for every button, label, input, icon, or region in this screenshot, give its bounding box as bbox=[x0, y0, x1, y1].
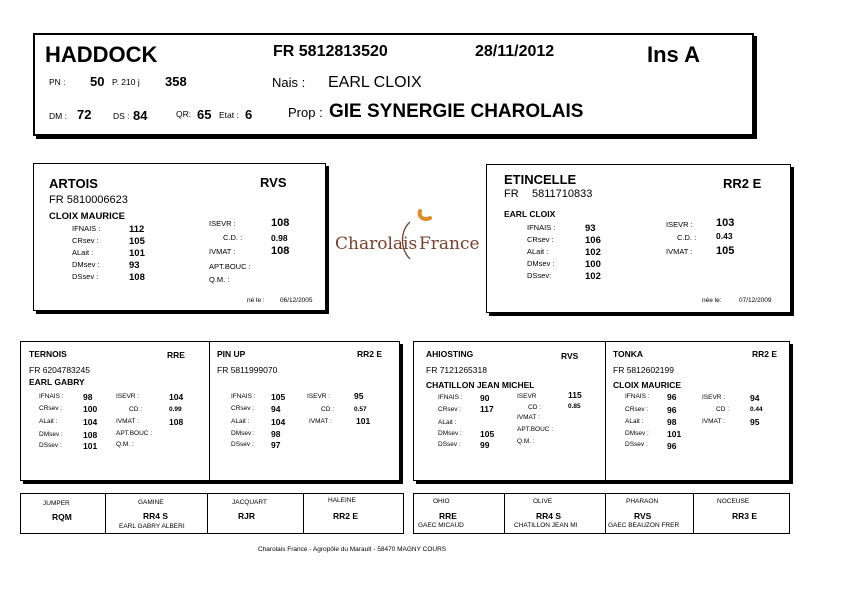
gp-ivmat-value: 101 bbox=[356, 416, 371, 426]
qr-value: 65 bbox=[197, 107, 212, 122]
gp-ifnais-value: 96 bbox=[667, 392, 677, 402]
gp-cd-value: 0.99 bbox=[169, 406, 182, 413]
etat-value: 6 bbox=[245, 107, 253, 122]
gp-cd-value: 0.85 bbox=[568, 403, 581, 410]
dam-name: ETINCELLE bbox=[504, 172, 577, 187]
gp-ifnais-value: 98 bbox=[83, 392, 93, 402]
gp-id: FR 5812602199 bbox=[613, 365, 674, 375]
animal-name: HADDOCK bbox=[45, 42, 158, 67]
gp-isevr-label: ISEVR : bbox=[116, 393, 140, 400]
gp-isevr-label: ISEVR bbox=[517, 393, 537, 400]
gp-name: TERNOIS bbox=[29, 349, 67, 359]
gp-isevr-value: 95 bbox=[354, 391, 364, 401]
gp-cd-value: 0.44 bbox=[750, 406, 763, 413]
sire-dmsev-value: 93 bbox=[129, 260, 140, 271]
dam-ifnais-value: 93 bbox=[585, 223, 596, 234]
gp-ifnais-value: 90 bbox=[480, 393, 490, 403]
gp-cd-value: 0.57 bbox=[354, 406, 367, 413]
gp-dmsev-value: 101 bbox=[667, 429, 682, 439]
dam-dssev-label: DSsev: bbox=[527, 271, 552, 280]
ggp-name: JUMPER bbox=[43, 500, 70, 507]
gp-owner: EARL GABRY bbox=[29, 377, 85, 387]
ggp-divider bbox=[693, 494, 694, 533]
dam-crsev-label: CRsev : bbox=[527, 235, 554, 244]
ggp-owner: GAEC MICAUD bbox=[418, 522, 464, 529]
gp-dssev-label: DSsev : bbox=[39, 442, 62, 449]
ggp-divider bbox=[105, 494, 106, 533]
sire-cd-label: C.D. : bbox=[223, 233, 243, 242]
gp-id: FR 7121265318 bbox=[426, 365, 487, 375]
dam-born-date: 07/12/2009 bbox=[739, 297, 772, 304]
ds-value: 84 bbox=[133, 108, 148, 123]
dam-born-label: née le: bbox=[702, 297, 722, 304]
gp-qm-label: Q.M. : bbox=[517, 438, 535, 445]
sire-crsev-label: CRsev : bbox=[72, 236, 99, 245]
gp-isevr-label: ISEVR : bbox=[307, 393, 331, 400]
gp-ivmat-value: 95 bbox=[750, 417, 760, 427]
ggp-owner: CHATILLON JEAN MI bbox=[514, 522, 578, 529]
gp-cd-label: CD : bbox=[129, 406, 142, 413]
gp-crsev-label: CRsev : bbox=[625, 406, 649, 413]
sire-crsev-value: 105 bbox=[129, 236, 145, 247]
gp-code: RRE bbox=[167, 350, 185, 360]
ggp-row-left bbox=[20, 493, 404, 534]
gp-crsev-value: 96 bbox=[667, 405, 677, 415]
dam-dmsev-label: DMsev : bbox=[527, 259, 555, 268]
gp-divider bbox=[605, 342, 606, 480]
gp-dmsev-label: DMsev : bbox=[39, 431, 63, 438]
gp-cd-label: CD : bbox=[716, 406, 729, 413]
ggp-name: OHIO bbox=[433, 498, 450, 505]
grandparents-sire-side bbox=[20, 341, 400, 481]
etat-label: Etat : bbox=[219, 110, 239, 120]
gp-alait-value: 104 bbox=[271, 417, 286, 427]
nais-label: Nais : bbox=[272, 75, 306, 90]
gp-ifnais-label: IFNAIS : bbox=[39, 393, 64, 400]
gp-crsev-value: 117 bbox=[480, 404, 494, 414]
p210-value: 358 bbox=[165, 74, 187, 89]
gp-dssev-value: 96 bbox=[667, 441, 677, 451]
dam-dssev-value: 102 bbox=[585, 271, 601, 282]
dam-isevr-label: ISEVR : bbox=[666, 220, 693, 229]
gp-isevr-value: 115 bbox=[568, 390, 582, 400]
gp-ivmat-label: IVMAT : bbox=[702, 418, 725, 425]
gp-code: RR2 E bbox=[357, 349, 383, 359]
dam-alait-label: ALait : bbox=[527, 247, 549, 256]
sire-dssev-label: DSsev : bbox=[72, 272, 99, 281]
dam-box bbox=[486, 164, 791, 313]
gp-dssev-value: 99 bbox=[480, 440, 490, 450]
dam-owner: EARL CLOIX bbox=[504, 209, 556, 219]
gp-alait-label: ALait : bbox=[625, 418, 644, 425]
gp-alait-label: ALait : bbox=[438, 419, 457, 426]
gp-id: FR 6204783245 bbox=[29, 365, 90, 375]
sire-name: ARTOIS bbox=[49, 176, 98, 191]
ggp-name: HALEINE bbox=[328, 497, 356, 504]
logo-text-right: France bbox=[419, 234, 480, 254]
nais-value: EARL CLOIX bbox=[328, 74, 422, 91]
ggp-code: RR4 S bbox=[536, 511, 562, 521]
sire-alait-label: ALait : bbox=[72, 248, 94, 257]
gp-dmsev-label: DMsev : bbox=[438, 430, 462, 437]
grandparents-dam-side bbox=[413, 341, 790, 481]
dam-id-prefix: FR bbox=[504, 188, 519, 200]
sire-owner: CLOIX MAURICE bbox=[49, 211, 125, 222]
gp-ifnais-label: IFNAIS : bbox=[625, 393, 650, 400]
gp-alait-label: ALait : bbox=[231, 418, 250, 425]
ggp-code: RR3 E bbox=[732, 511, 758, 521]
sire-ivmat-value: 108 bbox=[271, 245, 290, 257]
animal-date: 28/11/2012 bbox=[475, 43, 555, 60]
sire-dmsev-label: DMsev : bbox=[72, 260, 100, 269]
gp-dmsev-value: 108 bbox=[83, 430, 98, 440]
sire-isevr-value: 108 bbox=[271, 217, 290, 229]
sire-dssev-value: 108 bbox=[129, 272, 145, 283]
inscription-badge: Ins A bbox=[647, 42, 700, 67]
gp-cd-label: CD : bbox=[528, 404, 541, 411]
dam-alait-value: 102 bbox=[585, 247, 601, 258]
gp-ivmat-label: IVMAT : bbox=[517, 414, 540, 421]
ggp-code: RRE bbox=[439, 511, 457, 521]
sire-box bbox=[33, 163, 326, 311]
dm-label: DM : bbox=[49, 111, 67, 121]
dam-id-number: 5811710833 bbox=[532, 188, 593, 200]
gp-code: RVS bbox=[561, 351, 579, 361]
ggp-name: NOCEUSE bbox=[717, 498, 750, 505]
gp-cd-label: CD : bbox=[321, 406, 334, 413]
dam-crsev-value: 106 bbox=[585, 235, 601, 246]
gp-divider bbox=[209, 342, 210, 480]
gp-code: RR2 E bbox=[752, 349, 778, 359]
pn-label: PN : bbox=[49, 77, 66, 87]
gp-name: TONKA bbox=[613, 349, 644, 359]
ggp-owner: GAEC BEAUZON FRER bbox=[608, 522, 680, 529]
dam-ivmat-label: IVMAT : bbox=[666, 247, 693, 256]
ggp-divider bbox=[207, 494, 208, 533]
gp-ivmat-label: IVMAT : bbox=[116, 418, 139, 425]
dam-cd-label: C.D. : bbox=[677, 233, 697, 242]
charolais-france-logo bbox=[334, 205, 480, 265]
gp-dssev-value: 101 bbox=[83, 441, 98, 451]
ggp-name: JACQUART bbox=[232, 499, 267, 506]
sire-apt-label: APT.BOUC : bbox=[209, 262, 251, 271]
ggp-divider bbox=[504, 494, 505, 533]
ggp-name: GAMINE bbox=[138, 499, 164, 506]
gp-dssev-label: DSsev : bbox=[438, 441, 461, 448]
animal-id: FR 5812813520 bbox=[273, 43, 388, 60]
gp-owner: CLOIX MAURICE bbox=[613, 380, 681, 390]
gp-isevr-label: ISEVR : bbox=[702, 394, 726, 401]
gp-ifnais-label: IFNAIS : bbox=[438, 394, 463, 401]
sire-ifnais-value: 112 bbox=[129, 224, 145, 235]
gp-qm-label: Q.M. : bbox=[116, 441, 134, 448]
dam-cd-value: 0.43 bbox=[716, 231, 733, 241]
ggp-divider bbox=[303, 494, 304, 533]
sire-cd-value: 0.98 bbox=[271, 233, 288, 243]
gp-ivmat-value: 108 bbox=[169, 417, 184, 427]
ggp-code: RR4 S bbox=[143, 511, 169, 521]
prop-label: Prop : bbox=[288, 105, 323, 120]
gp-ifnais-value: 105 bbox=[271, 392, 286, 402]
gp-alait-value: 98 bbox=[667, 417, 677, 427]
gp-apt-label: APT.BOUC : bbox=[517, 426, 554, 433]
ggp-code: RJR bbox=[238, 511, 256, 521]
qr-label: QR: bbox=[176, 109, 192, 119]
gp-name: PIN UP bbox=[217, 349, 246, 359]
dam-isevr-value: 103 bbox=[716, 217, 735, 229]
gp-crsev-label: CRsev : bbox=[438, 406, 462, 413]
gp-dmsev-label: DMsev : bbox=[625, 430, 649, 437]
ggp-code: RR2 E bbox=[333, 511, 359, 521]
ggp-name: OLIVE bbox=[533, 498, 553, 505]
header-box bbox=[33, 33, 754, 136]
gp-dmsev-label: DMsev : bbox=[231, 430, 255, 437]
gp-dmsev-value: 105 bbox=[480, 429, 495, 439]
gp-ivmat-label: IVMAT : bbox=[309, 418, 332, 425]
gp-crsev-value: 94 bbox=[271, 404, 281, 414]
ggp-divider bbox=[605, 494, 606, 533]
gp-alait-label: ALait : bbox=[39, 418, 58, 425]
gp-ifnais-label: IFNAIS : bbox=[231, 393, 256, 400]
gp-apt-label: APT.BOUC : bbox=[116, 430, 153, 437]
gp-isevr-value: 104 bbox=[169, 392, 184, 402]
gp-dssev-label: DSsev : bbox=[231, 441, 254, 448]
dm-value: 72 bbox=[77, 107, 92, 122]
gp-crsev-label: CRsev : bbox=[39, 405, 63, 412]
ggp-code: RQM bbox=[52, 512, 72, 522]
gp-crsev-value: 100 bbox=[83, 404, 98, 414]
dam-ifnais-label: IFNAIS : bbox=[527, 223, 556, 232]
ggp-code: RVS bbox=[634, 511, 652, 521]
dam-ivmat-value: 105 bbox=[716, 245, 735, 257]
dam-code: RR2 E bbox=[723, 176, 762, 191]
sire-ivmat-label: IVMAT : bbox=[209, 247, 236, 256]
ggp-owner: EARL GABRY ALBERI bbox=[119, 523, 185, 530]
prop-value: GIE SYNERGIE CHAROLAIS bbox=[329, 101, 584, 122]
pn-value: 50 bbox=[90, 74, 105, 89]
footer-address: Charolais France - Agropôle du Marault - 58470 MAGNY COURS bbox=[258, 546, 447, 553]
sire-ifnais-label: IFNAIS : bbox=[72, 224, 101, 233]
sire-born-label: né le : bbox=[247, 297, 265, 304]
logo-text-left: Charolais bbox=[335, 234, 418, 254]
gp-id: FR 5811999070 bbox=[217, 365, 278, 375]
ggp-row-right bbox=[413, 493, 790, 534]
gp-name: AHIOSTING bbox=[426, 349, 474, 359]
dam-dmsev-value: 100 bbox=[585, 259, 601, 270]
gp-dssev-value: 97 bbox=[271, 440, 281, 450]
sire-isevr-label: ISEVR : bbox=[209, 219, 236, 228]
sire-code: RVS bbox=[260, 175, 287, 190]
gp-dmsev-value: 98 bbox=[271, 429, 281, 439]
sire-id: FR 5810006623 bbox=[49, 194, 128, 206]
gp-isevr-value: 94 bbox=[750, 393, 760, 403]
gp-owner: CHATILLON JEAN MICHEL bbox=[426, 380, 535, 390]
p210-label: P. 210 j bbox=[112, 77, 140, 87]
gp-crsev-label: CRsev : bbox=[231, 405, 255, 412]
gp-alait-value: 104 bbox=[83, 417, 98, 427]
sire-alait-value: 101 bbox=[129, 248, 145, 259]
ggp-name: PHARAON bbox=[626, 498, 659, 505]
gp-dssev-label: DSsev : bbox=[625, 441, 648, 448]
ds-label: DS : bbox=[113, 111, 130, 121]
sire-qm-label: Q.M. : bbox=[209, 275, 230, 284]
sire-born-date: 06/12/2005 bbox=[280, 297, 313, 304]
